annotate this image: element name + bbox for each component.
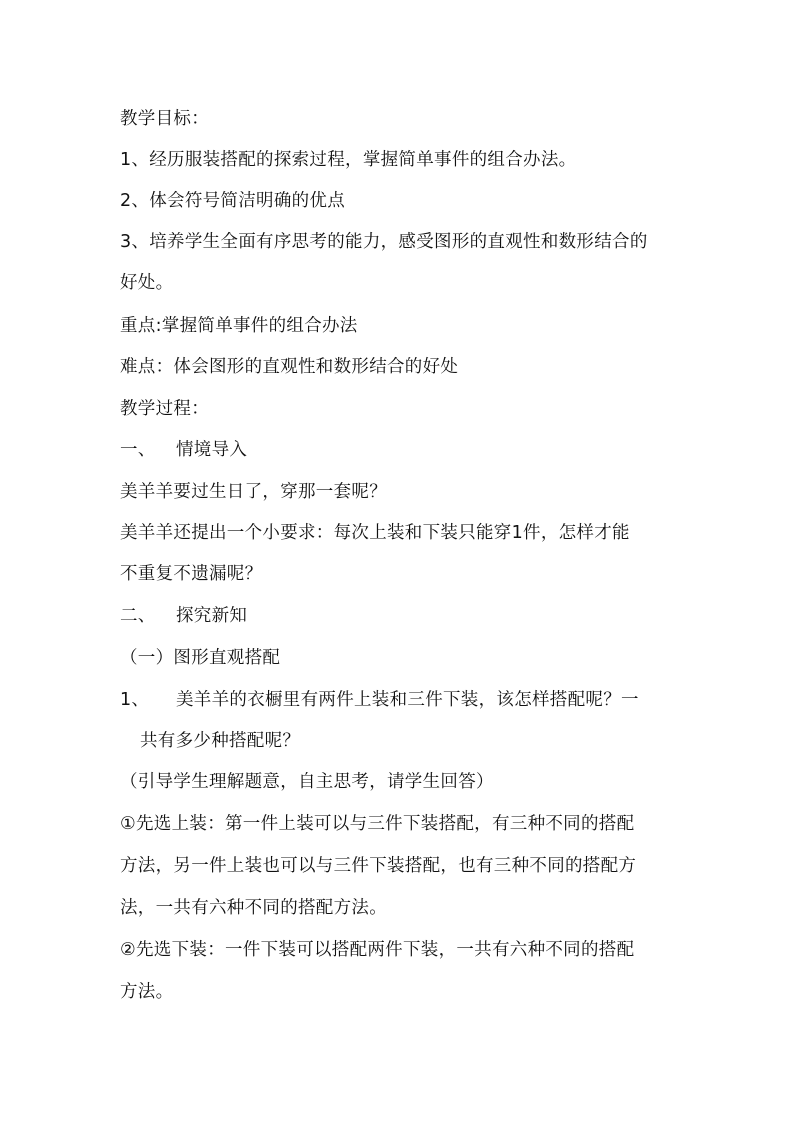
heading-number: 二、 [120,606,156,626]
subheading-graph: （一）图形直观搭配 [120,648,281,668]
method-1-cont: 法，一共有六种不同的搭配方法。 [120,898,387,918]
heading-text: 情境导入 [176,440,248,460]
paragraph-line: 美羊羊还提出一个小要求：每次上装和下装只能穿1件，怎样才能 [120,523,630,543]
question-1-cont: 共有多少种搭配呢？ [140,731,301,751]
guidance-note: （引导学生理解题意，自主思考，请学生回答） [120,772,494,792]
method-1-cont: 方法，另一件上装也可以与三件下装搭配，也有三种不同的搭配方 [120,856,637,876]
objective-3-cont: 好处。 [120,273,174,293]
difficult-point: 难点：体会图形的直观性和数形结合的好处 [120,357,459,377]
question-number: 1、 [120,690,150,710]
method-2-cont: 方法。 [120,982,174,1002]
heading-explore [120,604,247,628]
section-title-process: 教学过程： [120,399,209,419]
objective-3: 3、培养学生全面有序思考的能力，感受图形的直观性和数形结合的 [120,232,648,252]
objective-2: 2、体会符号简洁明确的优点 [120,191,346,211]
method-1: ①先选上装：第一件上装可以与三件下装搭配，有三种不同的搭配 [120,814,635,834]
paragraph-line: 不重复不遗漏呢？ [120,564,263,584]
question-1 [120,688,639,712]
paragraph-line: 美羊羊要过生日了，穿那一套呢？ [120,482,387,502]
objective-1: 1、经历服装搭配的探索过程，掌握简单事件的组合办法。 [120,150,577,170]
key-point: 重点:掌握简单事件的组合办法 [120,316,358,336]
heading-text: 探究新知 [176,606,248,626]
heading-situation [120,438,247,462]
section-title-objectives: 教学目标： [120,109,209,129]
question-text: 美羊羊的衣橱里有两件上装和三件下装，该怎样搭配呢？一 [176,690,639,710]
method-2: ②先选下装：一件下装可以搭配两件下装，一共有六种不同的搭配 [120,940,635,960]
heading-number: 一、 [120,440,156,460]
